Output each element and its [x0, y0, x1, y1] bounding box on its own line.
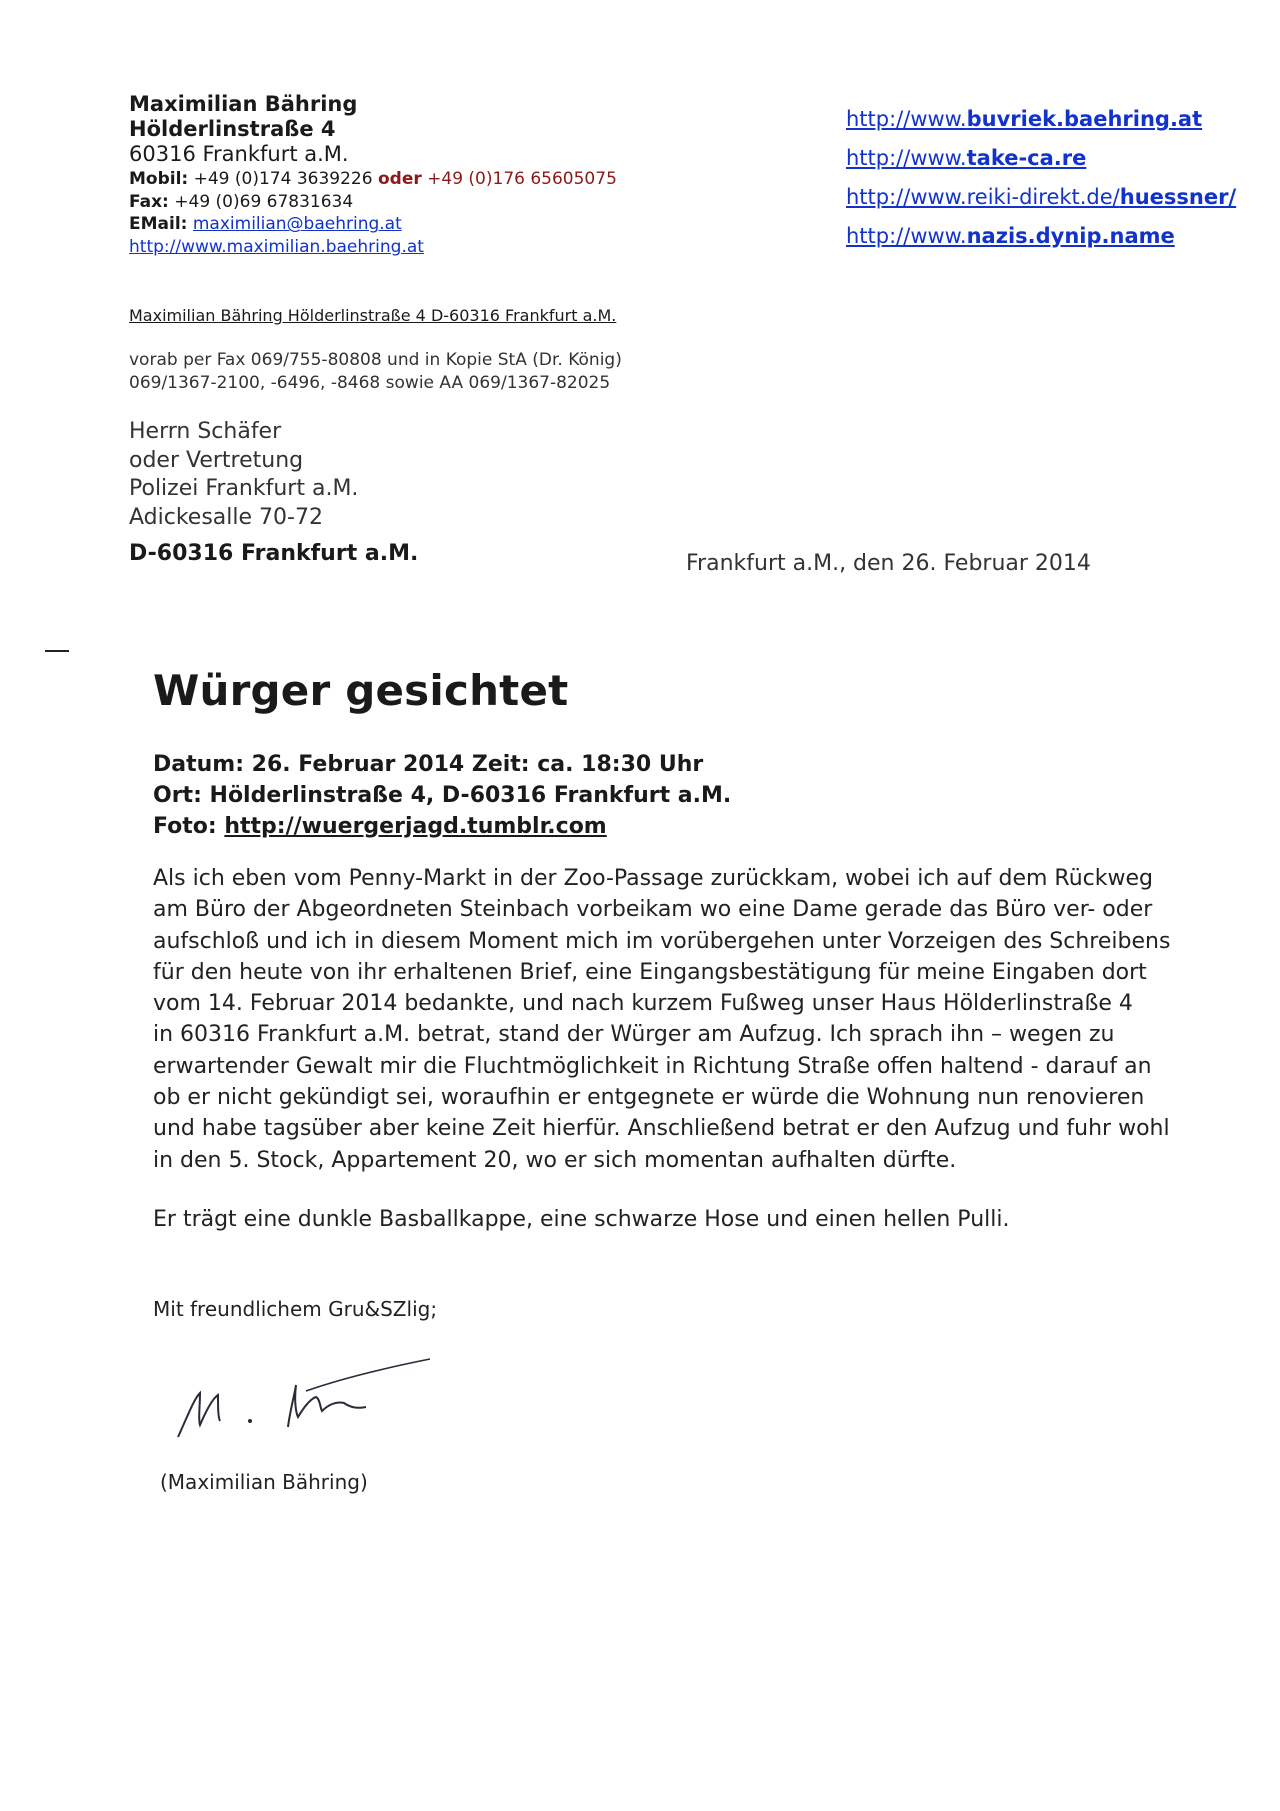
signature — [160, 1355, 460, 1455]
signature-name: (Maximilian Bähring) — [160, 1470, 368, 1494]
fax-note-line-2: 069/1367-2100, -6496, -8468 sowie AA 069/1367-82025 — [129, 372, 611, 393]
body-line: erwartender Gewalt mir die Fluchtmöglichkeit in Richtung Straße offen haltend - darauf an — [153, 1053, 1152, 1079]
sender-fax-line — [129, 191, 617, 214]
subject-heading: Würger gesichtet — [153, 666, 569, 715]
meta-location: Ort: Hölderlinstraße 4, D-60316 Frankfurt a.M. — [153, 782, 732, 808]
recipient-city: D-60316 Frankfurt a.M. — [129, 541, 419, 566]
body-line: ob er nicht gekündigt sei, woraufhin er entgegnete er würde die Wohnung nun renovieren — [153, 1085, 1145, 1111]
body-line: in 60316 Frankfurt a.M. betrat, stand der Würger am Aufzug. Ich sprach ihn – wegen zu — [153, 1022, 1115, 1048]
body-line: am Büro der Abgeordneten Steinbach vorbeikam wo eine Dame gerade das Büro ver- oder — [153, 897, 1153, 923]
mobil-label: Mobil: — [129, 168, 189, 189]
body-line: für den heute von ihr erhaltenen Brief, eine Eingangsbestätigung für meine Eingaben dort — [153, 959, 1147, 985]
link-buvriek[interactable]: http://www.buvriek.baehring.at — [846, 107, 1203, 131]
recipient-address — [129, 418, 358, 532]
sender-website-line — [129, 236, 617, 259]
body-line: und habe tagsüber aber keine Zeit hierfür. Anschließend betrat er den Aufzug und fuhr wohl — [153, 1116, 1170, 1142]
body-paragraph-1 — [153, 863, 1193, 1176]
recipient-line-3: Polizei Frankfurt a.M. — [129, 476, 359, 501]
date-line: Frankfurt a.M., den 26. Februar 2014 — [686, 551, 1091, 576]
link-reiki-direkt[interactable]: http://www.reiki-direkt.de/huessner/ — [846, 185, 1237, 209]
body-line: aufschloß und ich in diesem Moment mich im vorübergehen unter Vorzeigen des Schreibens — [153, 928, 1171, 954]
body-paragraph-2: Er trägt eine dunkle Basballkappe, eine schwarze Hose und einen hellen Pulli. — [153, 1207, 1010, 1232]
body-line: vom 14. Februar 2014 bedankte, und nach kurzem Fußweg unser Haus Hölderlinstraße 4 — [153, 991, 1133, 1017]
header-links — [846, 100, 1236, 256]
closing-line: Mit freundlichem Gru&SZlig; — [153, 1297, 438, 1321]
meta-date-time: Datum: 26. Februar 2014 Zeit: ca. 18:30 Uhr — [153, 752, 704, 777]
sender-street: Hölderlinstraße 4 — [129, 117, 336, 142]
recipient-line-1: Herrn Schäfer — [129, 419, 282, 444]
fax-note-line-1: vorab per Fax 069/755-80808 und in Kopie StA (Dr. König) — [129, 350, 622, 370]
sender-name: Maximilian Bähring — [129, 92, 358, 116]
oder-label: oder — [377, 168, 422, 189]
link-take-care[interactable]: http://www.take-ca.re — [846, 146, 1087, 170]
incident-meta — [153, 750, 731, 842]
fax-label: Fax: — [129, 191, 169, 212]
sender-email-line — [129, 213, 617, 236]
sender-mobile-line — [129, 168, 617, 191]
return-address-line: Maximilian Bähring Hölderlinstraße 4 D-60316 Frankfurt a.M. — [129, 306, 617, 325]
fax-number: +49 (0)69 67831634 — [174, 191, 354, 212]
meta-photo — [153, 812, 731, 843]
link-nazis-dynip[interactable]: http://www.nazis.dynip.name — [846, 224, 1175, 248]
fax-note — [129, 349, 622, 395]
body-line: Als ich eben vom Penny-Markt in der Zoo-Passage zurückkam, wobei ich auf dem Rückweg — [153, 866, 1153, 891]
recipient-line-4: Adickesalle 70-72 — [129, 504, 323, 530]
sender-city: 60316 Frankfurt a.M. — [129, 142, 349, 167]
email-label: EMail: — [129, 214, 188, 235]
mobil-number-2: +49 (0)176 65605075 — [427, 168, 617, 189]
foto-link[interactable]: http://wuergerjagd.tumblr.com — [224, 813, 607, 839]
sender-block — [129, 92, 617, 259]
recipient-line-2: oder Vertretung — [129, 447, 304, 473]
foto-label: Foto: — [153, 813, 217, 839]
website-link[interactable]: http://www.maximilian.baehring.at — [129, 237, 424, 258]
email-link[interactable]: maximilian@baehring.at — [192, 214, 402, 235]
body-line: in den 5. Stock, Appartement 20, wo er sich momentan aufhalten dürfte. — [153, 1147, 957, 1173]
fold-mark — [45, 650, 69, 652]
mobil-number-1: +49 (0)174 3639226 — [193, 168, 373, 189]
